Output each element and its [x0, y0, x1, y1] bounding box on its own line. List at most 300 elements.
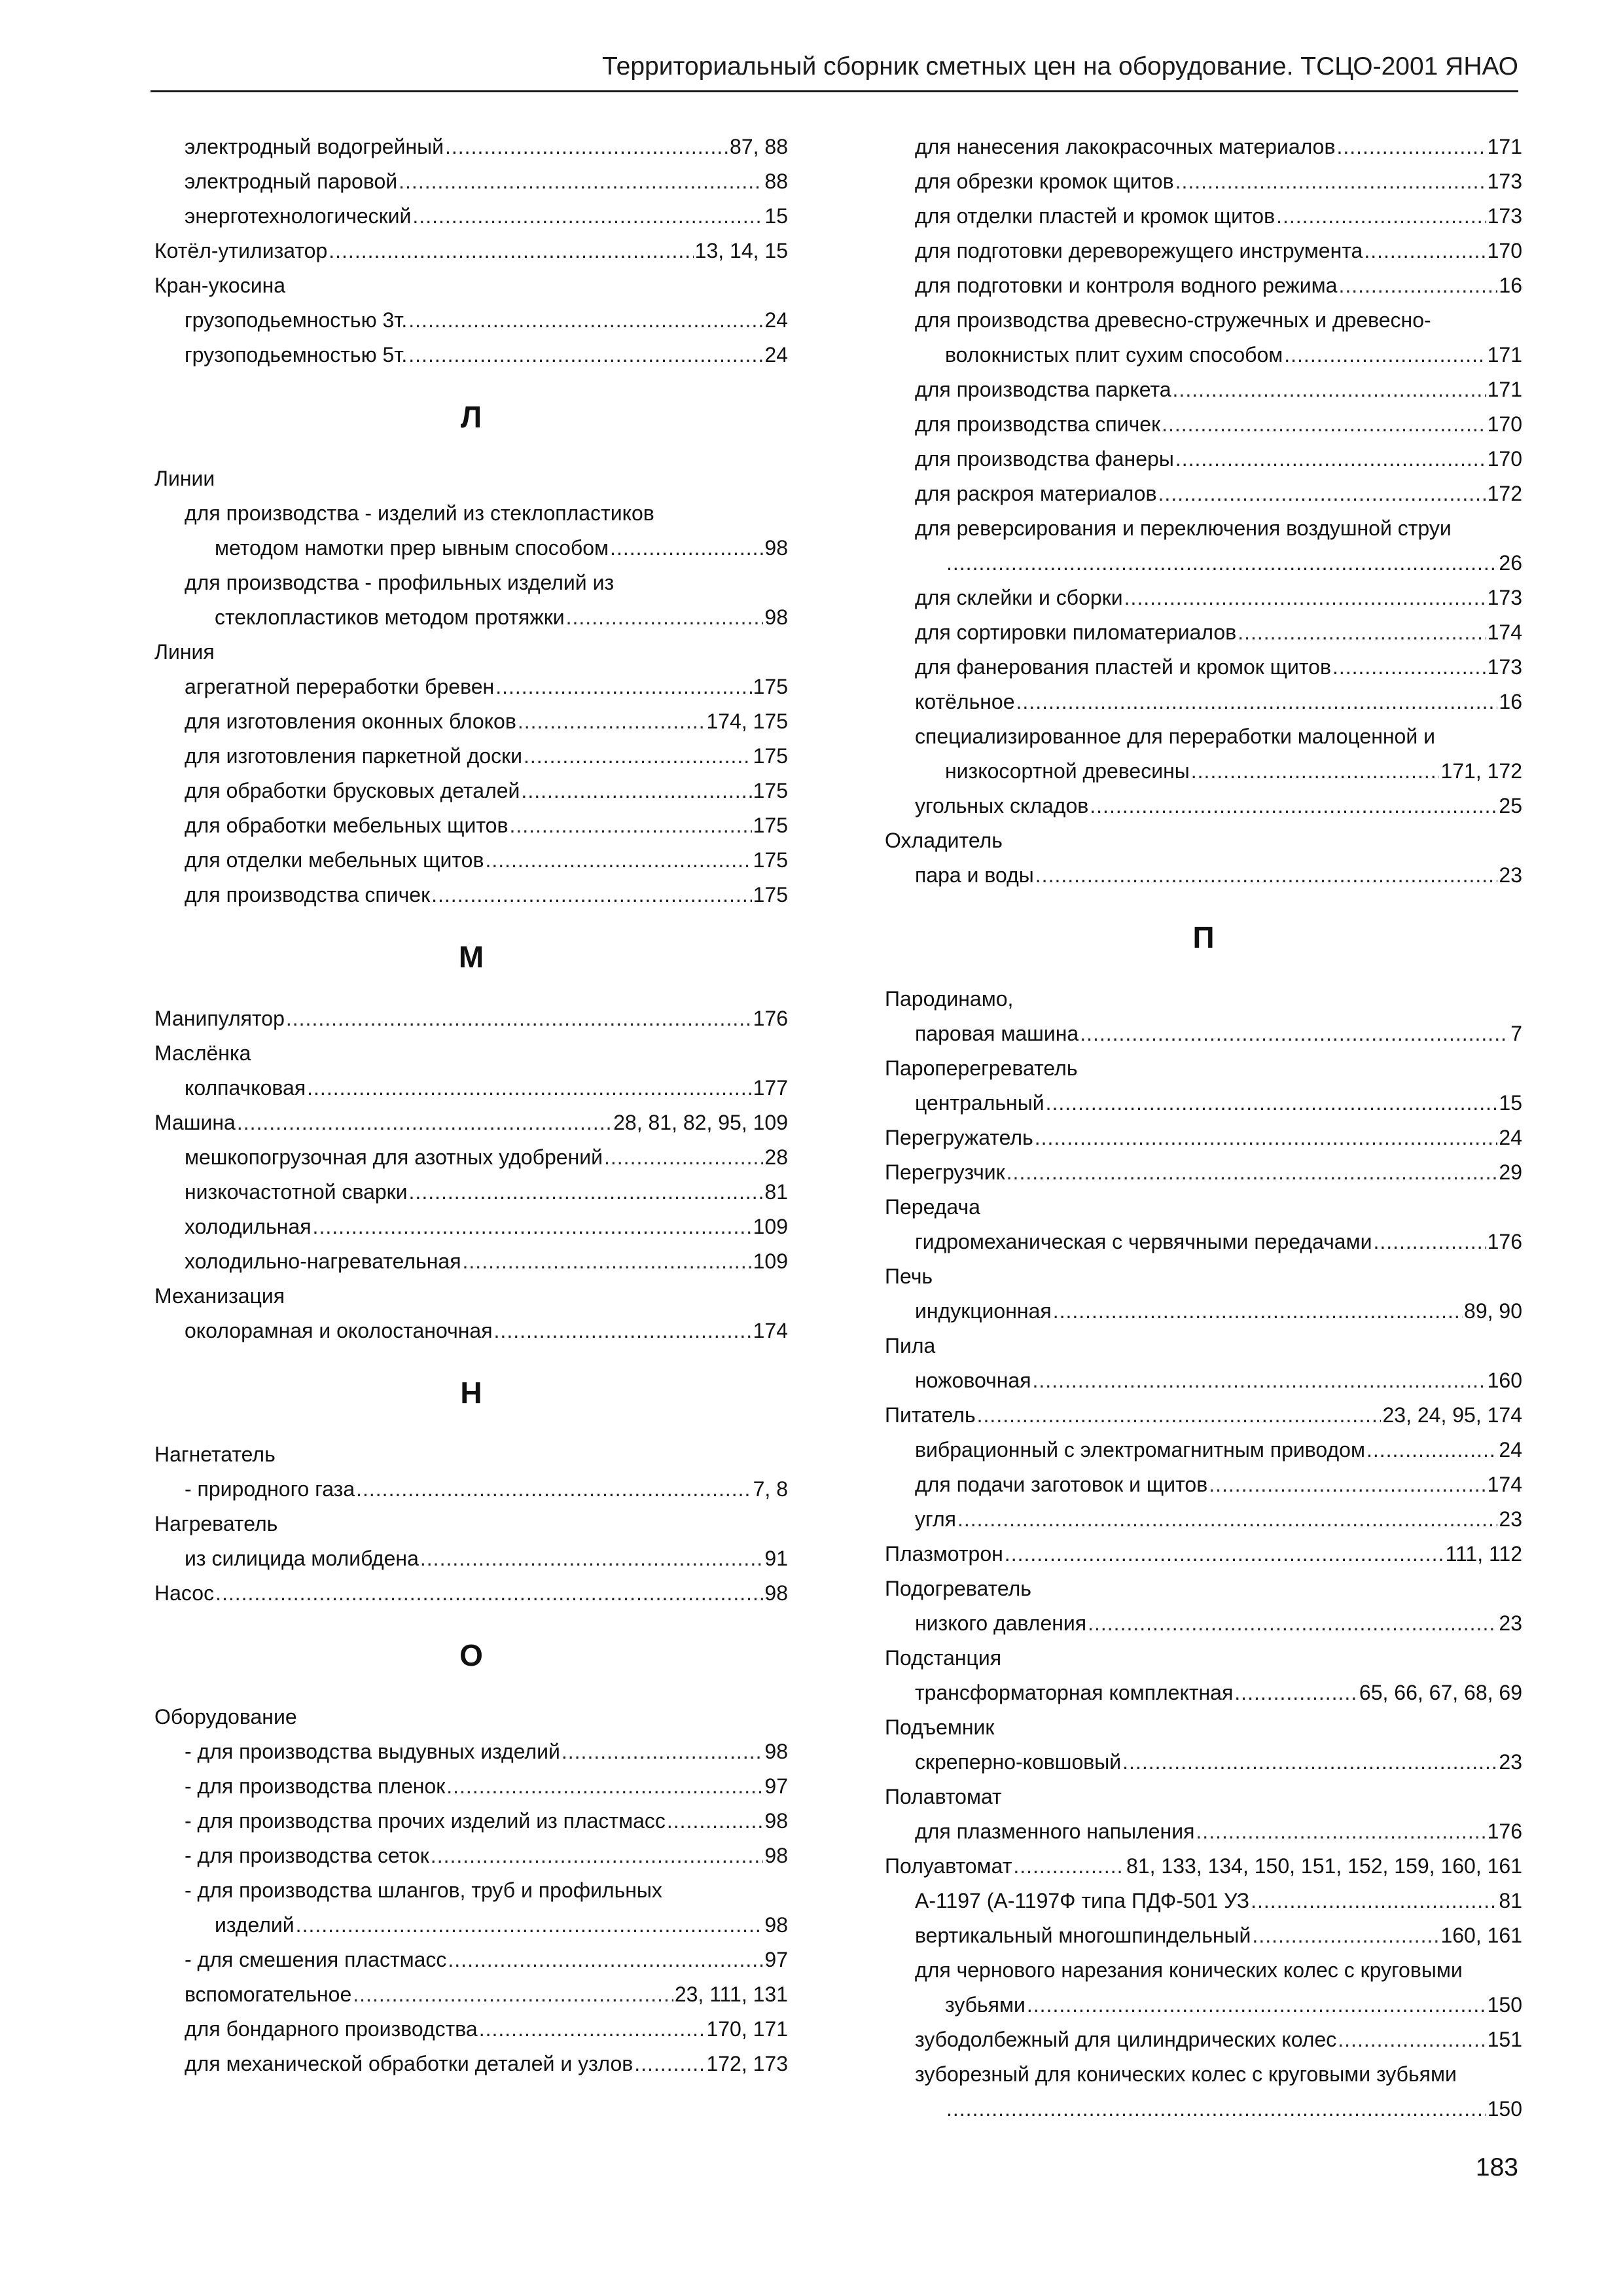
dot-leader: [1158, 476, 1486, 511]
index-entry: [154, 774, 788, 808]
index-entry-term: вспомогательное: [185, 1982, 352, 2006]
index-entry-pages: 171, 172: [1440, 759, 1522, 783]
index-entry-term: электродный водогрейный: [185, 135, 444, 158]
index-entry-pages: 65, 66, 67, 68, 69: [1359, 1681, 1522, 1704]
index-entry-term: для обработки мебельных щитов: [185, 814, 508, 837]
index-entry: [154, 1437, 788, 1472]
index-entry-pages: 176: [1487, 1230, 1522, 1253]
index-entry: [154, 1314, 788, 1348]
dot-leader: [408, 303, 763, 338]
index-entry-pages: 81: [1499, 1889, 1522, 1912]
dot-leader: [1046, 1086, 1498, 1121]
index-entry: [885, 685, 1522, 719]
index-entry-pages: 98: [764, 1581, 788, 1605]
dot-leader: [495, 670, 751, 704]
index-entry-pages: 175: [753, 744, 788, 768]
index-entry-pages: 173: [1487, 204, 1522, 228]
index-entry: [885, 372, 1522, 407]
index-entry-term: для чернового нарезания конических колес с круговыми: [915, 1958, 1463, 1982]
index-entry: [885, 511, 1522, 546]
dot-leader: [604, 1140, 763, 1175]
dot-leader: [566, 600, 764, 635]
dot-leader: [1276, 199, 1486, 234]
index-entry: [154, 1210, 788, 1244]
index-entry-pages: 24: [1499, 1438, 1522, 1462]
index-entry: [885, 1676, 1522, 1710]
index-entry-pages: 16: [1499, 274, 1522, 297]
index-entry-term: - для производства прочих изделий из пластмасс: [185, 1809, 666, 1833]
index-entry: [154, 130, 788, 164]
index-entry-pages: 174: [1487, 620, 1522, 644]
index-entry-pages: 88: [764, 170, 788, 193]
dot-leader: [356, 1472, 752, 1507]
index-entry: [885, 1121, 1522, 1155]
index-entry: [154, 268, 788, 303]
index-entry: [885, 1710, 1522, 1745]
index-entry-term: Пароперегреватель: [885, 1056, 1078, 1080]
index-entry: [885, 1467, 1522, 1502]
index-entry-pages: 7, 8: [753, 1477, 788, 1501]
index-entry: [154, 199, 788, 234]
index-entry-term: для производства спичек: [915, 412, 1161, 436]
dot-leader: [521, 774, 751, 808]
index-entry-term: индукционная: [915, 1299, 1052, 1323]
index-entry-pages: 87, 88: [730, 135, 788, 158]
dot-leader: [957, 1502, 1497, 1537]
index-entry-term: низкочастотной сварки: [185, 1180, 408, 1204]
index-entry-term: - для производства пленок: [185, 1774, 446, 1798]
index-entry-pages: 97: [764, 1948, 788, 1971]
index-entry: [885, 268, 1522, 303]
index-entry-pages: 172: [1487, 482, 1522, 505]
index-entry-pages: 23: [1499, 863, 1522, 887]
index-entry-pages: 176: [1487, 1820, 1522, 1843]
dot-leader: [463, 1244, 752, 1279]
index-entry: [885, 615, 1522, 650]
index-entry-term: Машина: [154, 1111, 236, 1134]
index-entry-term: ножовочная: [915, 1369, 1031, 1392]
index-entry: [154, 164, 788, 199]
page-number: 183: [1475, 2153, 1518, 2181]
dot-leader: [1013, 1849, 1125, 1884]
index-entry: [885, 1537, 1522, 1571]
index-entry-term: угольных складов: [915, 794, 1089, 817]
dot-leader: [412, 199, 763, 234]
dot-leader: [307, 1071, 751, 1105]
index-entry-term: Нагреватель: [154, 1512, 278, 1535]
index-entry: [885, 1190, 1522, 1225]
dot-leader: [1090, 789, 1497, 823]
dot-leader: [1173, 372, 1486, 407]
index-entry-term: для нанесения лакокрасочных материалов: [915, 135, 1336, 158]
dot-leader: [1122, 1745, 1497, 1780]
index-entry: [885, 1259, 1522, 1294]
index-entry-term: грузоподьемностью 3т.: [185, 308, 408, 332]
dot-leader: [1209, 1467, 1486, 1502]
index-entry-term: вибрационный с электромагнитным приводом: [915, 1438, 1365, 1462]
index-entry: [885, 1641, 1522, 1676]
index-entry: [154, 338, 788, 372]
index-entry-term: для производства спичек: [185, 883, 431, 906]
index-entry-pages: 150: [1487, 2097, 1522, 2121]
index-entry: [885, 1918, 1522, 1953]
index-entry: [154, 1804, 788, 1839]
index-entry-pages: 173: [1487, 655, 1522, 679]
index-entry-term: - природного газа: [185, 1477, 355, 1501]
index-entry-term: Подогреватель: [885, 1577, 1031, 1600]
index-entry-term: специализированное для переработки малоценной и: [915, 725, 1435, 748]
index-column-right: [885, 130, 1522, 2126]
index-entry: [154, 843, 788, 878]
index-entry: [885, 407, 1522, 442]
index-entry-pages: 174, 175: [706, 709, 788, 733]
index-entry-term: Питатель: [885, 1403, 976, 1427]
index-entry-pages: 175: [753, 779, 788, 802]
index-letter-heading: Н: [460, 1376, 482, 1410]
index-entry: [885, 719, 1522, 754]
index-entry-term: Подстанция: [885, 1646, 1002, 1670]
index-entry-term: Манипулятор: [154, 1007, 285, 1030]
index-entry-pages: 24: [1499, 1126, 1522, 1149]
index-entry-term: стеклопластиков методом протяжки: [215, 605, 565, 629]
index-entry-pages: 172, 173: [706, 2052, 788, 2075]
index-entry: [154, 303, 788, 338]
dot-leader: [667, 1804, 764, 1839]
index-entry-term: Передача: [885, 1195, 980, 1219]
dot-leader: [494, 1314, 752, 1348]
index-entry: [885, 1953, 1522, 1988]
index-entry: [154, 1071, 788, 1105]
index-entry-pages: 26: [1499, 551, 1522, 575]
index-entry-term: мешкопогрузочная для азотных удобрений: [185, 1145, 603, 1169]
index-entry: [154, 1507, 788, 1541]
dot-leader: [518, 704, 705, 739]
index-entry-term: вертикальный многошпиндельный: [915, 1924, 1251, 1947]
index-entry-term: агрегатной переработки бревен: [185, 675, 495, 698]
index-entry-term: колпачковая: [185, 1076, 306, 1100]
index-entry-pages: 174: [753, 1319, 788, 1342]
index-entry-term: для сортировки пиломатериалов: [915, 620, 1237, 644]
index-entry-term: Печь: [885, 1265, 933, 1288]
index-entry: [885, 476, 1522, 511]
index-entry-term: для раскроя материалов: [915, 482, 1157, 505]
index-entry: [154, 531, 788, 565]
index-entry-pages: 98: [764, 1740, 788, 1763]
index-entry-pages: 28, 81, 82, 95, 109: [613, 1111, 788, 1134]
dot-leader: [1196, 1814, 1486, 1849]
dot-leader: [420, 1541, 764, 1576]
dot-leader: [448, 1943, 763, 1977]
index-entry-pages: 174: [1487, 1473, 1522, 1496]
index-entry: [885, 823, 1522, 858]
index-entry-pages: 175: [753, 814, 788, 837]
index-entry-term: для изготовления оконных блоков: [185, 709, 516, 733]
index-entry-term: Полуавтомат: [885, 1854, 1012, 1878]
index-entry: [885, 338, 1522, 372]
dot-leader: [408, 338, 763, 372]
dot-leader: [296, 1908, 764, 1943]
dot-leader: [431, 1839, 764, 1873]
index-entry: [885, 1606, 1522, 1641]
index-entry: [154, 1873, 788, 1908]
index-entry-pages: 23, 24, 95, 174: [1382, 1403, 1522, 1427]
index-entry: [885, 442, 1522, 476]
index-entry: [154, 1839, 788, 1873]
index-entry-term: для отделки мебельных щитов: [185, 848, 484, 872]
index-entry: [154, 461, 788, 496]
dot-leader: [562, 1734, 764, 1769]
index-entry-term: А-1197 (А-1197Ф типа ПДФ-501 УЗ: [915, 1889, 1250, 1912]
index-entry-pages: 109: [753, 1249, 788, 1273]
index-entry-term: для фанерования пластей и кромок щитов: [915, 655, 1331, 679]
dot-leader: [1175, 442, 1486, 476]
dot-leader: [1088, 1606, 1497, 1641]
index-entry-term: скреперно-ковшовый: [915, 1750, 1122, 1774]
dot-leader: [634, 2047, 705, 2081]
index-entry: [885, 2092, 1522, 2126]
dot-leader: [1053, 1294, 1463, 1329]
index-entry: [885, 1884, 1522, 1918]
index-entry-term: для реверсирования и переключения воздушной струи: [915, 516, 1452, 540]
index-entry-term: Насос: [154, 1581, 215, 1605]
index-entry: [885, 1988, 1522, 2022]
index-entry: [885, 1225, 1522, 1259]
index-entry-pages: 98: [764, 605, 788, 629]
index-entry-term: низкосортной древесины: [945, 759, 1190, 783]
dot-leader: [977, 1398, 1382, 1433]
index-entry: [885, 754, 1522, 789]
index-entry-pages: 98: [764, 536, 788, 560]
dot-leader: [946, 546, 1497, 581]
index-entry-term: Полавтомат: [885, 1785, 1002, 1808]
index-entry: [154, 234, 788, 268]
dot-leader: [353, 1977, 673, 2012]
index-entry: [885, 2022, 1522, 2057]
index-entry-pages: 23, 111, 131: [674, 1982, 788, 2006]
index-entry-pages: 175: [753, 883, 788, 906]
index-entry: [154, 1576, 788, 1611]
index-entry-term: для производства - изделий из стеклопластиков: [185, 501, 654, 525]
dot-leader: [1016, 685, 1498, 719]
index-entry: [885, 1051, 1522, 1086]
index-entry-pages: 160, 161: [1440, 1924, 1522, 1947]
index-entry: [154, 1769, 788, 1804]
index-entry-term: для подачи заготовок и щитов: [915, 1473, 1208, 1496]
index-entry-pages: 89, 90: [1464, 1299, 1522, 1323]
index-entry-term: Кран-укосина: [154, 274, 286, 297]
index-entry-term: для производства - профильных изделий из: [185, 571, 615, 594]
dot-leader: [431, 878, 752, 912]
index-entry: [154, 808, 788, 843]
index-entry-term: грузоподьемностью 5т.: [185, 343, 408, 367]
index-entry-term: - для производства сеток: [185, 1844, 429, 1867]
index-entry: [154, 1140, 788, 1175]
index-entry: [885, 1433, 1522, 1467]
index-entry: [885, 130, 1522, 164]
index-entry-term: холодильно-нагревательная: [185, 1249, 461, 1273]
index-entry-pages: 7: [1510, 1022, 1522, 1045]
index-entry: [154, 1279, 788, 1314]
dot-leader: [1338, 268, 1497, 303]
dot-leader: [1005, 1537, 1444, 1571]
dot-leader: [1252, 1918, 1439, 1953]
index-entry: [154, 878, 788, 912]
index-entry-term: пара и воды: [915, 863, 1034, 887]
index-entry: [154, 1734, 788, 1769]
index-entry-term: трансформаторная комплектная: [915, 1681, 1234, 1704]
index-entry-term: - для производства шлангов, труб и профильных: [185, 1878, 662, 1902]
dot-leader: [1284, 338, 1486, 372]
index-letter-heading: П: [1192, 920, 1215, 954]
index-entry-term: зуборезный для конических колес с круговыми зубьями: [915, 2062, 1457, 2086]
index-entry-pages: 24: [764, 343, 788, 367]
index-entry: [885, 1571, 1522, 1606]
index-entry-pages: 177: [753, 1076, 788, 1100]
index-entry: [885, 164, 1522, 199]
dot-leader: [1175, 164, 1486, 199]
dot-leader: [1238, 615, 1486, 650]
dot-leader: [215, 1576, 763, 1611]
index-entry-pages: 24: [764, 308, 788, 332]
index-entry-pages: 170: [1487, 412, 1522, 436]
index-entry: [885, 1155, 1522, 1190]
index-entry-pages: 176: [753, 1007, 788, 1030]
index-entry: [885, 234, 1522, 268]
index-entry: [885, 789, 1522, 823]
index-entry: [885, 650, 1522, 685]
index-entry-term: для склейки и сборки: [915, 586, 1123, 609]
dot-leader: [1035, 1121, 1498, 1155]
index-entry-term: Маслёнка: [154, 1041, 251, 1065]
index-entry-term: Линии: [154, 467, 215, 490]
dot-leader: [1338, 2022, 1486, 2057]
dot-leader: [409, 1175, 764, 1210]
index-entry-term: угля: [915, 1507, 956, 1531]
dot-leader: [485, 843, 751, 878]
index-entry: [885, 581, 1522, 615]
index-entry-pages: 81: [764, 1180, 788, 1204]
dot-leader: [1336, 130, 1486, 164]
index-entry: [885, 982, 1522, 1016]
index-entry-pages: 23: [1499, 1750, 1522, 1774]
index-entry-term: для производства фанеры: [915, 447, 1174, 471]
index-entry: [154, 1908, 788, 1943]
header-divider: [151, 90, 1518, 92]
index-entry-term: энерготехнологический: [185, 204, 412, 228]
index-entry-term: Пила: [885, 1334, 936, 1357]
index-entry-term: для производства паркета: [915, 378, 1171, 401]
index-entry-term: для бондарного производства: [185, 2017, 478, 2041]
index-entry: [154, 1700, 788, 1734]
index-entry: [154, 1541, 788, 1576]
index-entry-pages: 28: [764, 1145, 788, 1169]
index-entry-pages: 170: [1487, 447, 1522, 471]
index-entry-term: Нагнетатель: [154, 1443, 276, 1466]
index-entry-term: котёльное: [915, 690, 1015, 713]
index-entry: [154, 670, 788, 704]
index-letter-heading: М: [458, 940, 484, 974]
dot-leader: [446, 1769, 763, 1804]
index-entry-pages: 25: [1499, 794, 1522, 817]
index-entry-term: зубьями: [945, 1993, 1026, 2017]
index-entry-pages: 111, 112: [1445, 1542, 1522, 1566]
index-entry-term: для обрезки кромок щитов: [915, 170, 1174, 193]
index-entry-pages: 98: [764, 1844, 788, 1867]
index-letter-heading: О: [459, 1638, 483, 1672]
index-entry-term: методом намотки прер ывным способом: [215, 536, 609, 560]
dot-leader: [1035, 858, 1498, 893]
index-entry-pages: 15: [764, 204, 788, 228]
dot-leader: [399, 164, 763, 199]
index-entry-term: околорамная и околостаночная: [185, 1319, 493, 1342]
index-entry: [154, 565, 788, 600]
index-entry-term: Подъемник: [885, 1715, 995, 1739]
index-entry: [885, 1398, 1522, 1433]
index-entry-term: Охладитель: [885, 829, 1003, 852]
index-entry: [154, 704, 788, 739]
dot-leader: [524, 739, 752, 774]
dot-leader: [1162, 407, 1486, 442]
index-entry-term: Перегружатель: [885, 1126, 1033, 1149]
index-entry-term: для подготовки дереворежущего инструмента: [915, 239, 1363, 262]
index-entry-pages: 98: [764, 1809, 788, 1833]
index-entry-term: центральный: [915, 1091, 1044, 1115]
index-entry-term: электродный паровой: [185, 170, 398, 193]
index-entry-term: волокнистых плит сухим способом: [945, 343, 1283, 367]
index-entry-pages: 81, 133, 134, 150, 151, 152, 159, 160, 161: [1126, 1854, 1522, 1878]
index-entry: [885, 2057, 1522, 2092]
index-entry-term: Механизация: [154, 1284, 285, 1308]
page-header: Территориальный сборник сметных цен на оборудование. ТСЦО-2001 ЯНАО: [602, 52, 1518, 81]
index-entry-term: - для производства выдувных изделий: [185, 1740, 560, 1763]
index-entry: [885, 1814, 1522, 1849]
dot-leader: [1373, 1225, 1486, 1259]
dot-leader: [1366, 1433, 1497, 1467]
index-entry: [154, 1175, 788, 1210]
index-entry-term: для механической обработки деталей и узлов: [185, 2052, 633, 2075]
index-entry: [154, 496, 788, 531]
index-column-left: [154, 130, 788, 2081]
index-entry-pages: 23: [1499, 1507, 1522, 1531]
dot-leader: [479, 2012, 705, 2047]
index-entry-pages: 170, 171: [706, 2017, 788, 2041]
index-entry: [154, 1001, 788, 1036]
index-entry-term: для изготовления паркетной доски: [185, 744, 523, 768]
dot-leader: [329, 234, 693, 268]
dot-leader: [1007, 1155, 1498, 1190]
index-entry-term: низкого давления: [915, 1611, 1087, 1635]
dot-leader: [1027, 1988, 1486, 2022]
index-entry-term: Перегрузчик: [885, 1160, 1005, 1184]
index-entry-pages: 160: [1487, 1369, 1522, 1392]
index-entry: [885, 546, 1522, 581]
index-entry: [885, 1363, 1522, 1398]
index-entry: [154, 2047, 788, 2081]
index-entry-term: для плазменного напыления: [915, 1820, 1195, 1843]
index-entry: [154, 635, 788, 670]
index-entry: [885, 1016, 1522, 1051]
index-entry-term: зубодолбежный для цилиндрических колес: [915, 2028, 1337, 2051]
dot-leader: [1191, 754, 1440, 789]
index-entry-term: изделий: [215, 1913, 294, 1937]
index-entry-term: Плазмотрон: [885, 1542, 1003, 1566]
index-entry-pages: 97: [764, 1774, 788, 1798]
index-entry-pages: 98: [764, 1913, 788, 1937]
dot-leader: [946, 2092, 1486, 2126]
index-letter-heading: Л: [460, 400, 482, 434]
index-entry-term: из силицида молибдена: [185, 1547, 419, 1570]
index-entry: [154, 1977, 788, 2012]
